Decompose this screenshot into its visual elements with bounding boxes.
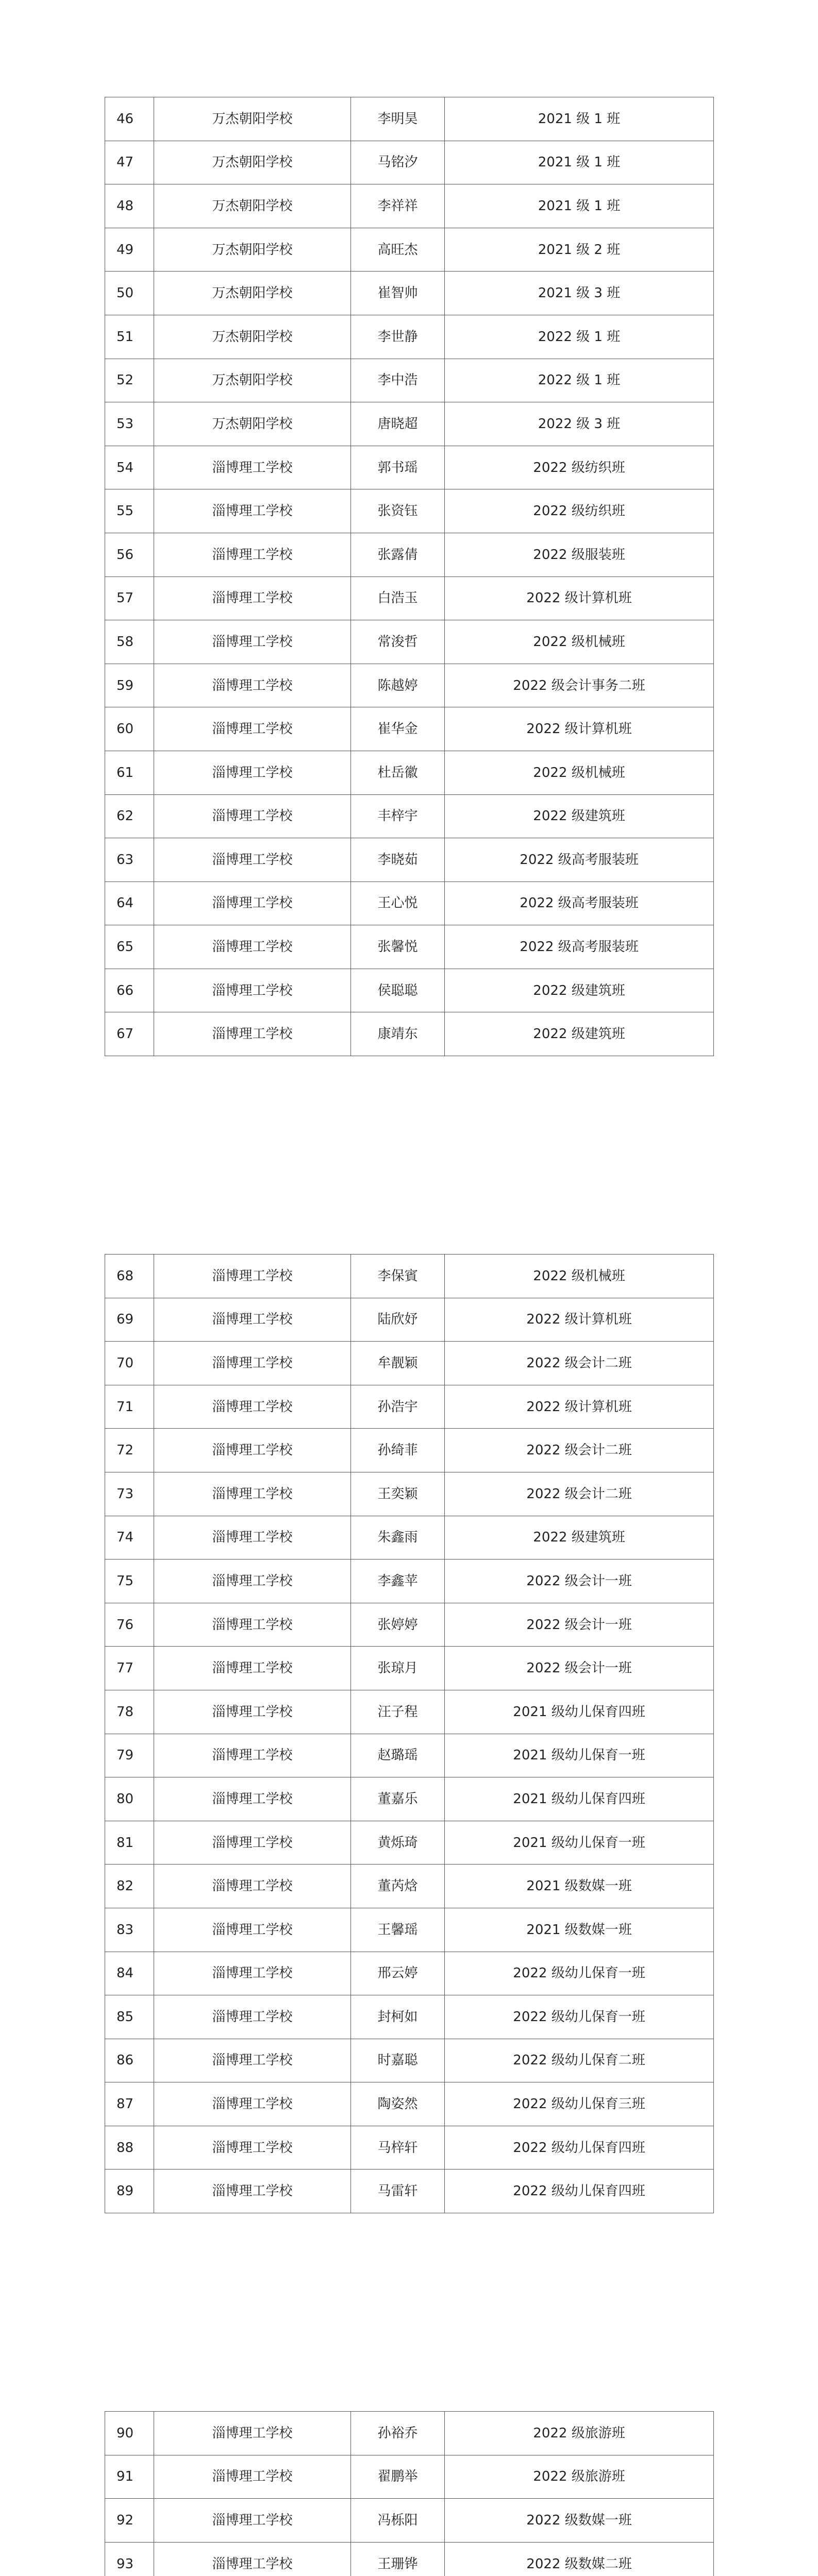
class-cell: 2022 级计算机班 <box>445 1385 714 1429</box>
table-row <box>105 272 714 315</box>
student-name-cell: 郭书瑶 <box>351 446 445 489</box>
school-cell: 淄博理工学校 <box>154 2455 351 2499</box>
table-row <box>105 751 714 794</box>
school-cell: 淄博理工学校 <box>154 707 351 751</box>
row-number-cell: 64 <box>105 882 154 925</box>
student-name-cell: 崔华金 <box>351 707 445 751</box>
school-cell: 淄博理工学校 <box>154 1777 351 1821</box>
class-cell: 2021 级 1 班 <box>445 97 714 141</box>
school-cell: 淄博理工学校 <box>154 2039 351 2082</box>
class-cell: 2021 级数媒一班 <box>445 1865 714 1908</box>
row-number-cell: 51 <box>105 315 154 359</box>
row-number-cell: 68 <box>105 1255 154 1298</box>
table-row <box>105 402 714 446</box>
row-number-cell: 58 <box>105 620 154 664</box>
row-number-cell: 66 <box>105 969 154 1012</box>
student-name-cell: 侯聪聪 <box>351 969 445 1012</box>
row-number-cell: 47 <box>105 141 154 184</box>
class-cell: 2022 级会计二班 <box>445 1342 714 1385</box>
row-number-cell: 52 <box>105 359 154 402</box>
school-cell: 淄博理工学校 <box>154 1342 351 1385</box>
student-name-cell: 王心悦 <box>351 882 445 925</box>
student-name-cell: 白浩玉 <box>351 577 445 620</box>
student-name-cell: 李明昊 <box>351 97 445 141</box>
student-name-cell: 汪子程 <box>351 1690 445 1734</box>
table-row <box>105 446 714 489</box>
table-row <box>105 1385 714 1429</box>
roster-table <box>105 2411 714 2576</box>
school-cell: 淄博理工学校 <box>154 1603 351 1647</box>
class-cell: 2022 级建筑班 <box>445 1012 714 1056</box>
school-cell: 淄博理工学校 <box>154 2499 351 2543</box>
class-cell: 2022 级幼儿保育一班 <box>445 1995 714 2039</box>
school-cell: 淄博理工学校 <box>154 664 351 707</box>
table-row <box>105 1690 714 1734</box>
class-cell: 2022 级 1 班 <box>445 315 714 359</box>
student-name-cell: 李保賓 <box>351 1255 445 1298</box>
class-cell: 2021 级幼儿保育一班 <box>445 1734 714 1777</box>
class-cell: 2022 级幼儿保育一班 <box>445 1952 714 1995</box>
student-name-cell: 丰梓宇 <box>351 794 445 838</box>
class-cell: 2022 级会计事务二班 <box>445 664 714 707</box>
row-number-cell: 70 <box>105 1342 154 1385</box>
school-cell: 淄博理工学校 <box>154 1690 351 1734</box>
school-cell: 淄博理工学校 <box>154 925 351 969</box>
student-name-cell: 赵璐瑶 <box>351 1734 445 1777</box>
class-cell: 2022 级会计一班 <box>445 1603 714 1647</box>
table-row <box>105 577 714 620</box>
table-row <box>105 620 714 664</box>
class-cell: 2022 级建筑班 <box>445 794 714 838</box>
school-cell: 淄博理工学校 <box>154 794 351 838</box>
student-name-cell: 杜岳徽 <box>351 751 445 794</box>
school-cell: 淄博理工学校 <box>154 1560 351 1603</box>
student-name-cell: 马铭汐 <box>351 141 445 184</box>
class-cell: 2022 级纺织班 <box>445 446 714 489</box>
school-cell: 淄博理工学校 <box>154 1821 351 1865</box>
class-cell: 2021 级 2 班 <box>445 228 714 272</box>
class-cell: 2022 级会计二班 <box>445 1472 714 1516</box>
row-number-cell: 60 <box>105 707 154 751</box>
student-name-cell: 唐晓超 <box>351 402 445 446</box>
class-cell: 2022 级计算机班 <box>445 707 714 751</box>
row-number-cell: 48 <box>105 184 154 228</box>
class-cell: 2022 级会计一班 <box>445 1560 714 1603</box>
row-number-cell: 82 <box>105 1865 154 1908</box>
row-number-cell: 75 <box>105 1560 154 1603</box>
row-number-cell: 88 <box>105 2126 154 2170</box>
student-name-cell: 朱鑫雨 <box>351 1516 445 1560</box>
school-cell: 淄博理工学校 <box>154 1385 351 1429</box>
student-name-cell: 陈越婷 <box>351 664 445 707</box>
table-row <box>105 1429 714 1472</box>
school-cell: 淄博理工学校 <box>154 1255 351 1298</box>
class-cell: 2022 级幼儿保育四班 <box>445 2170 714 2213</box>
row-number-cell: 80 <box>105 1777 154 1821</box>
table-row <box>105 664 714 707</box>
class-cell: 2022 级数媒一班 <box>445 2499 714 2543</box>
school-cell: 万杰朝阳学校 <box>154 97 351 141</box>
student-name-cell: 牟靓颖 <box>351 1342 445 1385</box>
school-cell: 淄博理工学校 <box>154 577 351 620</box>
table-row <box>105 1777 714 1821</box>
student-name-cell: 孙裕乔 <box>351 2412 445 2455</box>
table-row <box>105 1995 714 2039</box>
student-name-cell: 张琼月 <box>351 1647 445 1690</box>
school-cell: 淄博理工学校 <box>154 620 351 664</box>
school-cell: 淄博理工学校 <box>154 1865 351 1908</box>
student-name-cell: 时嘉聪 <box>351 2039 445 2082</box>
school-cell: 万杰朝阳学校 <box>154 141 351 184</box>
row-number-cell: 56 <box>105 533 154 577</box>
class-cell: 2022 级建筑班 <box>445 1516 714 1560</box>
class-cell: 2022 级幼儿保育四班 <box>445 2126 714 2170</box>
student-name-cell: 孙绮菲 <box>351 1429 445 1472</box>
table-row <box>105 2542 714 2576</box>
table-row <box>105 359 714 402</box>
class-cell: 2022 级会计二班 <box>445 1429 714 1472</box>
row-number-cell: 72 <box>105 1429 154 1472</box>
row-number-cell: 84 <box>105 1952 154 1995</box>
student-name-cell: 李鑫苹 <box>351 1560 445 1603</box>
table-row <box>105 97 714 141</box>
row-number-cell: 92 <box>105 2499 154 2543</box>
row-number-cell: 91 <box>105 2455 154 2499</box>
row-number-cell: 79 <box>105 1734 154 1777</box>
student-name-cell: 李中浩 <box>351 359 445 402</box>
student-name-cell: 李世静 <box>351 315 445 359</box>
class-cell: 2021 级幼儿保育一班 <box>445 1821 714 1865</box>
student-name-cell: 马雷轩 <box>351 2170 445 2213</box>
school-cell: 万杰朝阳学校 <box>154 184 351 228</box>
table-row <box>105 1952 714 1995</box>
class-cell: 2022 级旅游班 <box>445 2412 714 2455</box>
school-cell: 淄博理工学校 <box>154 1647 351 1690</box>
student-name-cell: 王奕颖 <box>351 1472 445 1516</box>
table-row <box>105 1516 714 1560</box>
row-number-cell: 50 <box>105 272 154 315</box>
class-cell: 2021 级 1 班 <box>445 184 714 228</box>
row-number-cell: 93 <box>105 2542 154 2576</box>
row-number-cell: 65 <box>105 925 154 969</box>
table-row <box>105 969 714 1012</box>
student-name-cell: 常浚哲 <box>351 620 445 664</box>
class-cell: 2022 级旅游班 <box>445 2455 714 2499</box>
class-cell: 2022 级纺织班 <box>445 489 714 533</box>
school-cell: 淄博理工学校 <box>154 446 351 489</box>
table-row <box>105 2499 714 2543</box>
student-name-cell: 王珊铧 <box>351 2542 445 2576</box>
table-row <box>105 315 714 359</box>
table-row <box>105 1342 714 1385</box>
class-cell: 2022 级 1 班 <box>445 359 714 402</box>
row-number-cell: 61 <box>105 751 154 794</box>
school-cell: 万杰朝阳学校 <box>154 228 351 272</box>
row-number-cell: 86 <box>105 2039 154 2082</box>
row-number-cell: 69 <box>105 1298 154 1342</box>
class-cell: 2022 级 3 班 <box>445 402 714 446</box>
table-row <box>105 1865 714 1908</box>
row-number-cell: 71 <box>105 1385 154 1429</box>
school-cell: 淄博理工学校 <box>154 1952 351 1995</box>
row-number-cell: 83 <box>105 1908 154 1952</box>
student-name-cell: 董嘉乐 <box>351 1777 445 1821</box>
student-name-cell: 张资钰 <box>351 489 445 533</box>
table-row <box>105 228 714 272</box>
class-cell: 2022 级服装班 <box>445 533 714 577</box>
table-row <box>105 533 714 577</box>
table-row <box>105 2455 714 2499</box>
table-row <box>105 1647 714 1690</box>
row-number-cell: 73 <box>105 1472 154 1516</box>
class-cell: 2022 级会计一班 <box>445 1647 714 1690</box>
table-row <box>105 489 714 533</box>
class-cell: 2021 级 1 班 <box>445 141 714 184</box>
table-row <box>105 2412 714 2455</box>
table-row <box>105 2082 714 2126</box>
school-cell: 淄博理工学校 <box>154 1516 351 1560</box>
class-cell: 2022 级高考服装班 <box>445 882 714 925</box>
student-name-cell: 李晓茹 <box>351 838 445 882</box>
school-cell: 万杰朝阳学校 <box>154 315 351 359</box>
school-cell: 淄博理工学校 <box>154 1995 351 2039</box>
table-row <box>105 1603 714 1647</box>
student-name-cell: 李祥祥 <box>351 184 445 228</box>
school-cell: 淄博理工学校 <box>154 1908 351 1952</box>
table-row <box>105 1734 714 1777</box>
table-row <box>105 1560 714 1603</box>
row-number-cell: 77 <box>105 1647 154 1690</box>
row-number-cell: 85 <box>105 1995 154 2039</box>
row-number-cell: 59 <box>105 664 154 707</box>
row-number-cell: 55 <box>105 489 154 533</box>
school-cell: 淄博理工学校 <box>154 2126 351 2170</box>
row-number-cell: 87 <box>105 2082 154 2126</box>
row-number-cell: 67 <box>105 1012 154 1056</box>
school-cell: 万杰朝阳学校 <box>154 272 351 315</box>
school-cell: 淄博理工学校 <box>154 489 351 533</box>
row-number-cell: 90 <box>105 2412 154 2455</box>
school-cell: 淄博理工学校 <box>154 1012 351 1056</box>
school-cell: 淄博理工学校 <box>154 1472 351 1516</box>
school-cell: 淄博理工学校 <box>154 2082 351 2126</box>
row-number-cell: 54 <box>105 446 154 489</box>
table-row <box>105 1255 714 1298</box>
row-number-cell: 53 <box>105 402 154 446</box>
student-name-cell: 张露倩 <box>351 533 445 577</box>
table-row <box>105 1472 714 1516</box>
class-cell: 2021 级数媒一班 <box>445 1908 714 1952</box>
school-cell: 淄博理工学校 <box>154 1429 351 1472</box>
table-row <box>105 1821 714 1865</box>
student-name-cell: 王馨瑶 <box>351 1908 445 1952</box>
school-cell: 淄博理工学校 <box>154 533 351 577</box>
student-name-cell: 邢云婷 <box>351 1952 445 1995</box>
row-number-cell: 63 <box>105 838 154 882</box>
class-cell: 2022 级计算机班 <box>445 577 714 620</box>
class-cell: 2021 级幼儿保育四班 <box>445 1690 714 1734</box>
table-row <box>105 794 714 838</box>
class-cell: 2022 级建筑班 <box>445 969 714 1012</box>
school-cell: 淄博理工学校 <box>154 2170 351 2213</box>
class-cell: 2022 级机械班 <box>445 1255 714 1298</box>
row-number-cell: 74 <box>105 1516 154 1560</box>
class-cell: 2022 级机械班 <box>445 620 714 664</box>
table-row <box>105 2039 714 2082</box>
row-number-cell: 89 <box>105 2170 154 2213</box>
class-cell: 2022 级高考服装班 <box>445 838 714 882</box>
roster-table <box>105 1254 714 2213</box>
student-name-cell: 黄烁琦 <box>351 1821 445 1865</box>
school-cell: 淄博理工学校 <box>154 969 351 1012</box>
class-cell: 2022 级机械班 <box>445 751 714 794</box>
class-cell: 2021 级幼儿保育四班 <box>445 1777 714 1821</box>
table-row <box>105 707 714 751</box>
row-number-cell: 57 <box>105 577 154 620</box>
row-number-cell: 76 <box>105 1603 154 1647</box>
class-cell: 2022 级数媒二班 <box>445 2542 714 2576</box>
school-cell: 淄博理工学校 <box>154 2412 351 2455</box>
table-row <box>105 1012 714 1056</box>
school-cell: 万杰朝阳学校 <box>154 359 351 402</box>
table-row <box>105 2170 714 2213</box>
school-cell: 淄博理工学校 <box>154 1298 351 1342</box>
student-name-cell: 张婷婷 <box>351 1603 445 1647</box>
class-cell: 2022 级幼儿保育三班 <box>445 2082 714 2126</box>
class-cell: 2021 级 3 班 <box>445 272 714 315</box>
student-name-cell: 孙浩宇 <box>351 1385 445 1429</box>
table-row <box>105 2126 714 2170</box>
student-name-cell: 翟鹏举 <box>351 2455 445 2499</box>
school-cell: 淄博理工学校 <box>154 882 351 925</box>
roster-table <box>105 97 714 1056</box>
student-name-cell: 康靖东 <box>351 1012 445 1056</box>
table-row <box>105 838 714 882</box>
row-number-cell: 46 <box>105 97 154 141</box>
table-row <box>105 1908 714 1952</box>
row-number-cell: 78 <box>105 1690 154 1734</box>
school-cell: 淄博理工学校 <box>154 1734 351 1777</box>
row-number-cell: 49 <box>105 228 154 272</box>
student-name-cell: 张馨悦 <box>351 925 445 969</box>
row-number-cell: 62 <box>105 794 154 838</box>
class-cell: 2022 级幼儿保育二班 <box>445 2039 714 2082</box>
student-name-cell: 冯栎阳 <box>351 2499 445 2543</box>
school-cell: 万杰朝阳学校 <box>154 402 351 446</box>
class-cell: 2022 级高考服装班 <box>445 925 714 969</box>
class-cell: 2022 级计算机班 <box>445 1298 714 1342</box>
row-number-cell: 81 <box>105 1821 154 1865</box>
student-name-cell: 高旺杰 <box>351 228 445 272</box>
student-name-cell: 陶姿然 <box>351 2082 445 2126</box>
student-name-cell: 马梓轩 <box>351 2126 445 2170</box>
table-row <box>105 184 714 228</box>
school-cell: 淄博理工学校 <box>154 751 351 794</box>
table-row <box>105 141 714 184</box>
table-row <box>105 1298 714 1342</box>
table-row <box>105 925 714 969</box>
student-name-cell: 陆欣妤 <box>351 1298 445 1342</box>
school-cell: 淄博理工学校 <box>154 2542 351 2576</box>
table-row <box>105 882 714 925</box>
school-cell: 淄博理工学校 <box>154 838 351 882</box>
student-name-cell: 封柯如 <box>351 1995 445 2039</box>
student-name-cell: 崔智帅 <box>351 272 445 315</box>
student-name-cell: 董芮焓 <box>351 1865 445 1908</box>
